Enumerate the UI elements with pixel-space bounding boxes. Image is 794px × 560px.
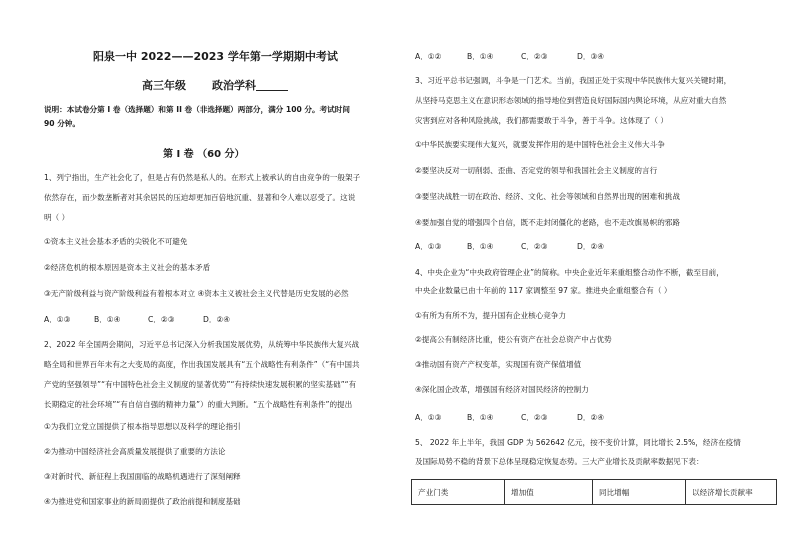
q3-option-4: ④要加强自觉的增强四个自信，既不走封闭僵化的老路，也不走改旗易帜的邪路 bbox=[415, 218, 680, 227]
instructions-line2: 90 分钟。 bbox=[44, 119, 80, 128]
q1-option-1: ①资本主义社会基本矛盾的尖锐化不可避免 bbox=[44, 237, 188, 246]
q3-option-2: ②要坚决反对一切削弱、歪曲、否定党的领导和我国社会主义制度的言行 bbox=[415, 166, 658, 175]
q2-option-1: ①为我们立党立国提供了根本指导思想以及科学的理论指引 bbox=[44, 422, 241, 431]
q5-stem-line1: 5、 2022 年上半年，我国 GDP 为 562642 亿元，按不变价计算，同比增长 2.5%，经济在疫情 bbox=[415, 438, 741, 447]
q3-stem-line2: 从坚持马克思主义在意识形态领域的指导地位到营造良好国际国内舆论环境，从应对重大自然 bbox=[415, 96, 727, 105]
q4-answer-c: C．②③ bbox=[521, 413, 548, 422]
q4-option-4: ④深化国企改革，增强国有经济对国民经济的控制力 bbox=[415, 385, 589, 394]
q3-option-1: ①中华民族要实现伟大复兴，就要发挥作用的是中国特色社会主义伟大斗争 bbox=[415, 140, 665, 149]
q1-answer-c: C．②③ bbox=[148, 315, 175, 324]
q1-answer-a: A．①③ bbox=[44, 315, 71, 324]
table-header-cell: 同比增幅 bbox=[593, 480, 686, 505]
instructions: 说明：本试卷分第 I 卷（选择题）和第 II 卷（非选择题）两部分，满分 100 分。考试时间 bbox=[44, 105, 350, 114]
table-header-row bbox=[412, 480, 777, 505]
q3-stem-line3: 灾害到应对各种风险挑战，我们都需要敢于斗争，善于斗争。这体现了（ ） bbox=[415, 116, 669, 125]
q4-stem-line2: 中央企业数量已由十年前的 117 家调整至 97 家。推进央企重组整合有（ ） bbox=[415, 286, 672, 295]
q2-answer-d: D．③④ bbox=[577, 52, 605, 61]
table-header-cell: 增加值 bbox=[505, 480, 593, 505]
q3-answer-c: C．②③ bbox=[521, 242, 548, 251]
section-heading: 第 I 卷 （60 分） bbox=[163, 149, 245, 160]
q3-answer-d: D．②④ bbox=[577, 242, 605, 251]
q4-answer-b: B．①④ bbox=[467, 413, 494, 422]
q2-stem-line4: 长期稳定的社会环境”“有自信自强的精神力量”）的重大判断。“五个战略性有利条件”的提出 bbox=[44, 400, 353, 409]
exam-title: 阳泉一中 2022——2023 学年第一学期期中考试 bbox=[93, 50, 338, 63]
q2-answer-a: A．①② bbox=[415, 52, 442, 61]
subject-label bbox=[212, 80, 288, 91]
q1-answer-d: D．②④ bbox=[203, 315, 231, 324]
q1-option-2: ②经济危机的根本原因是资本主义社会的基本矛盾 bbox=[44, 263, 211, 272]
subject-text: 政治学科 bbox=[212, 79, 256, 92]
q4-stem-line1: 4、中央企业为“中央政府管理企业”的简称。中央企业近年来重组整合动作不断，截至目前， bbox=[415, 268, 724, 277]
q4-answer-a: A．①③ bbox=[415, 413, 442, 422]
subject-underline bbox=[256, 80, 288, 91]
q5-stem-line2: 及国际局势不稳的背景下总体呈现稳定恢复态势。三大产业增长及贡献率数据见下表： bbox=[415, 457, 704, 466]
q2-stem-line3: 产党的坚强领导”“有中国特色社会主义制度的显著优势”“有持续快速发展积累的坚实基础”“有 bbox=[44, 380, 357, 389]
q4-option-3: ③推动国有资产产权变革，实现国有资产保值增值 bbox=[415, 360, 582, 369]
table-header-cell: 产业门类 bbox=[412, 480, 505, 505]
q1-answer-b: B．①④ bbox=[94, 315, 121, 324]
q3-option-3: ③要坚决战胜一切在政治、经济、文化、社会等领域和自然界出现的困难和挑战 bbox=[415, 192, 680, 201]
q1-stem-line3: 明（ ） bbox=[44, 213, 70, 222]
q3-answer-b: B．①④ bbox=[467, 242, 494, 251]
q4-answer-d: D．②④ bbox=[577, 413, 605, 422]
q4-option-1: ①有所为有所不为，提升国有企业核心竞争力 bbox=[415, 311, 567, 320]
q1-stem-line2: 依然存在，而少数垄断者对其余居民的压迫却更加百倍地沉重、显著和令人难以忍受了。这说 bbox=[44, 193, 356, 202]
table-header-cell: 以经济增长贡献率 bbox=[686, 480, 777, 505]
q2-answer-b: B．①④ bbox=[467, 52, 494, 61]
q2-option-4: ④为推进党和国家事业的新局面提供了政治前提和制度基础 bbox=[44, 497, 241, 506]
q1-stem-line1: 1、列宁指出，生产社会化了，但是占有仍然是私人的。在形式上被承认的自由竞争的一般架子 bbox=[44, 173, 361, 182]
q2-answer-c: C．②③ bbox=[521, 52, 548, 61]
q2-stem-line2: 略全局和世界百年未有之大变局的高度，作出我国发展具有“五个战略性有利条件”（“有中国共 bbox=[44, 360, 360, 369]
q3-stem-line1: 3、习近平总书记强调，斗争是一门艺术。当前，我国正处于实现中华民族伟大复兴关键时期， bbox=[415, 76, 732, 85]
q3-answer-a: A．①③ bbox=[415, 242, 442, 251]
q2-stem-line1: 2、2022 年全国两会期间，习近平总书记深入分析我国发展优势，从统筹中华民族伟大复兴战 bbox=[44, 340, 360, 349]
q4-option-2: ②提高公有制经济比重，使公有资产在社会总资产中占优势 bbox=[415, 335, 612, 344]
q1-option-3-4: ③无产阶级利益与资产阶级利益有着根本对立 ④资本主义被社会主义代替是历史发展的必然 bbox=[44, 289, 349, 298]
grade-label: 高三年级 bbox=[142, 79, 186, 92]
q2-option-3: ③对新时代、新征程上我国面临的战略机遇进行了深刻阐释 bbox=[44, 472, 241, 481]
industry-table bbox=[411, 479, 777, 505]
q2-option-2: ②为推动中国经济社会高质量发展提供了重要的方法论 bbox=[44, 447, 226, 456]
